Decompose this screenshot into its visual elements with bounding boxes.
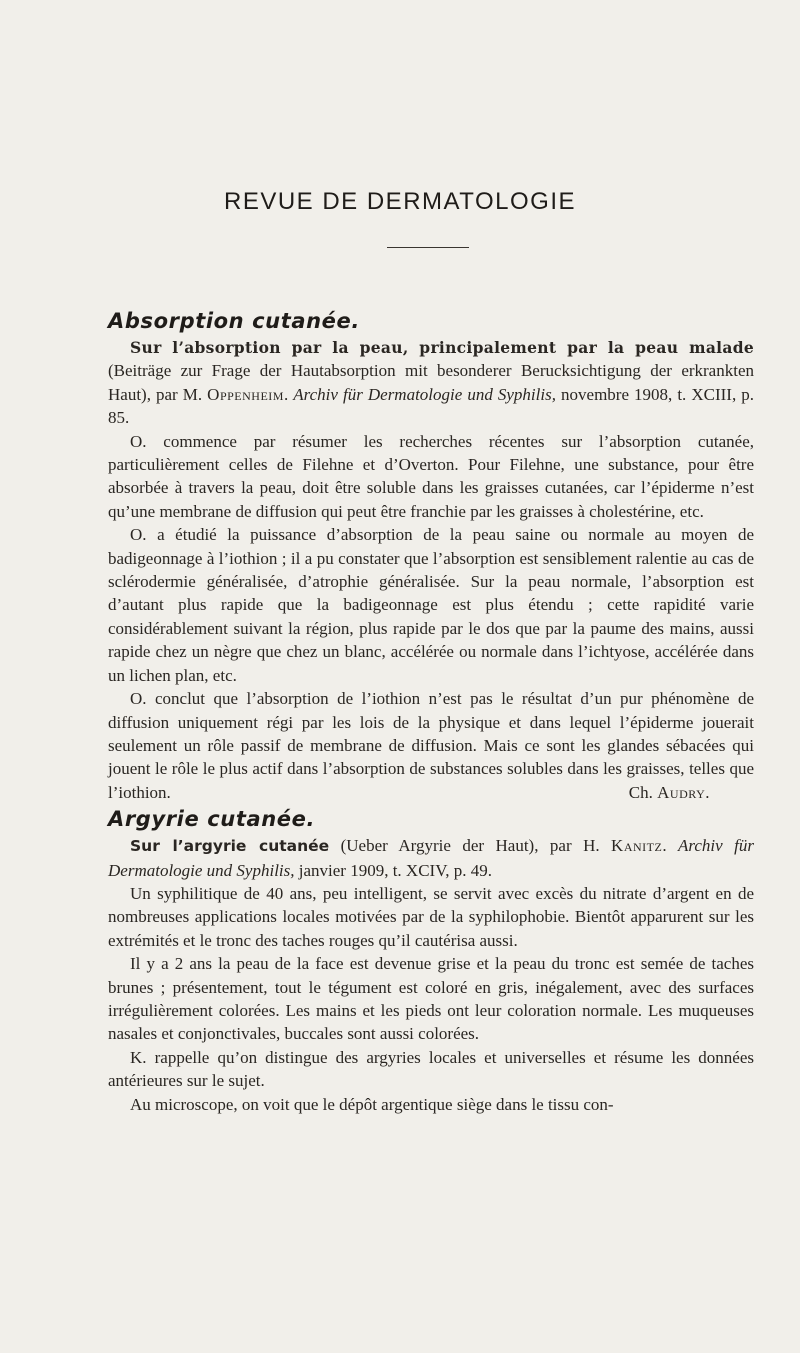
reference-entry (108, 834, 754, 882)
paragraph: O. commence par résumer les recherches récentes sur l’absorption cutanée, particulièrement celles de Filehne et d’Overton. Pour Filehne, une substance, pour être absorbée à travers la peau, doit être soluble dans les graisses cutanées, car l’épiderme n’est qu’une membrane de diffusion qui peut être franchie par les graisses à cholestérine, etc. (108, 431, 754, 521)
paragraph: Au microscope, on voit que le dépôt argentique siège dans le tissu con- (130, 1094, 614, 1114)
reference-citation: novembre 1908, t. XCIII, p. 85. (108, 384, 754, 428)
reference-entry (108, 336, 754, 430)
reference-subtitle: (Beiträge zur Frage der Hautabsorption mit besonderer Berucksichtigung der erkrankten Haut), par M. (108, 361, 754, 404)
article-body (108, 306, 754, 1116)
title-divider (387, 247, 469, 248)
reference-title: Sur l’argyrie cutanée (130, 837, 330, 856)
reference-title: Sur l’absorption par la peau, principalement par la peau malade (130, 338, 754, 357)
reference-journal: Archiv für Dermatologie und Syphilis, (108, 836, 754, 880)
reference-subtitle: (Ueber Argyrie der Haut), par H. (329, 836, 612, 856)
section-heading-absorption: Absorption cutanée. (108, 309, 360, 333)
paragraph: K. rappelle qu’on distingue des argyries locales et universelles et résume les données antérieures sur le sujet. (108, 1047, 754, 1091)
paragraph: O. conclut que l’absorption de l’iothion n’est pas le résultat d’un pur phénomène de diffusion uniquement régi par les lois de la physique et dans lequel l’épiderme jouerait seulement un rôle passif de membrane de diffusion. Mais ce sont les glandes sébacées qui jouent le rôle le plus actif dans l’absorption de substances solubles dans les graisses, telles que l’iothion. (108, 689, 754, 802)
reference-citation: janvier 1909, t. XCIV, p. 49. (294, 860, 493, 880)
section-heading-argyrie: Argyrie cutanée. (108, 807, 316, 832)
reference-author: Oppenheim (207, 384, 284, 404)
reference-punct: . (662, 836, 679, 856)
paragraph: Il y a 2 ans la peau de la face est devenue grise et la peau du tronc est semée de taches brunes ; présentement, tout le tégument est coloré en gris, inégalement, avec des surfaces irrégulièrement colorées. Les mains et les pieds ont leur coloration normale. Les muqueuses nasales et conjonctivales, buccales sont aussi colorées. (108, 954, 754, 1044)
page-title: REVUE DE DERMATOLOGIE (223, 188, 576, 215)
signature-name: Audry. (657, 782, 710, 802)
signature-prefix: Ch. (628, 782, 658, 802)
paragraph: O. a étudié la puissance d’absorption de la peau saine ou normale au moyen de badigeonnage à l’iothion ; il a pu constater que l’absorption est sensiblement ralentie au cas de sclérodermie généralisée, d’atrophie généralisée. Sur la peau normale, l’absorption est d’autant plus rapide que la badigeonnage est plus étendu ; cette rapidité varie considérablement suivant la région, plus rapide par le dos que par la paume des mains, aussi rapide chez un nègre que chez un blanc, accélérée ou normale dans l’ichtyose, accélérée dans un lichen plan, etc. (108, 525, 754, 685)
reference-author: Kanitz (611, 836, 663, 856)
signature (108, 781, 754, 804)
reference-punct: . (283, 384, 294, 404)
paragraph: Un syphilitique de 40 ans, peu intelligent, se servit avec excès du nitrate d’argent en de nombreuses applications locales motivées par de la syphilophobie. Bientôt apparurent sur les extrémités et le tronc des taches rouges qu’il cautérisa aussi. (108, 883, 754, 950)
reference-journal: Archiv für Dermatologie und Syphilis, (293, 384, 556, 404)
paragraph-with-signature (108, 687, 754, 804)
